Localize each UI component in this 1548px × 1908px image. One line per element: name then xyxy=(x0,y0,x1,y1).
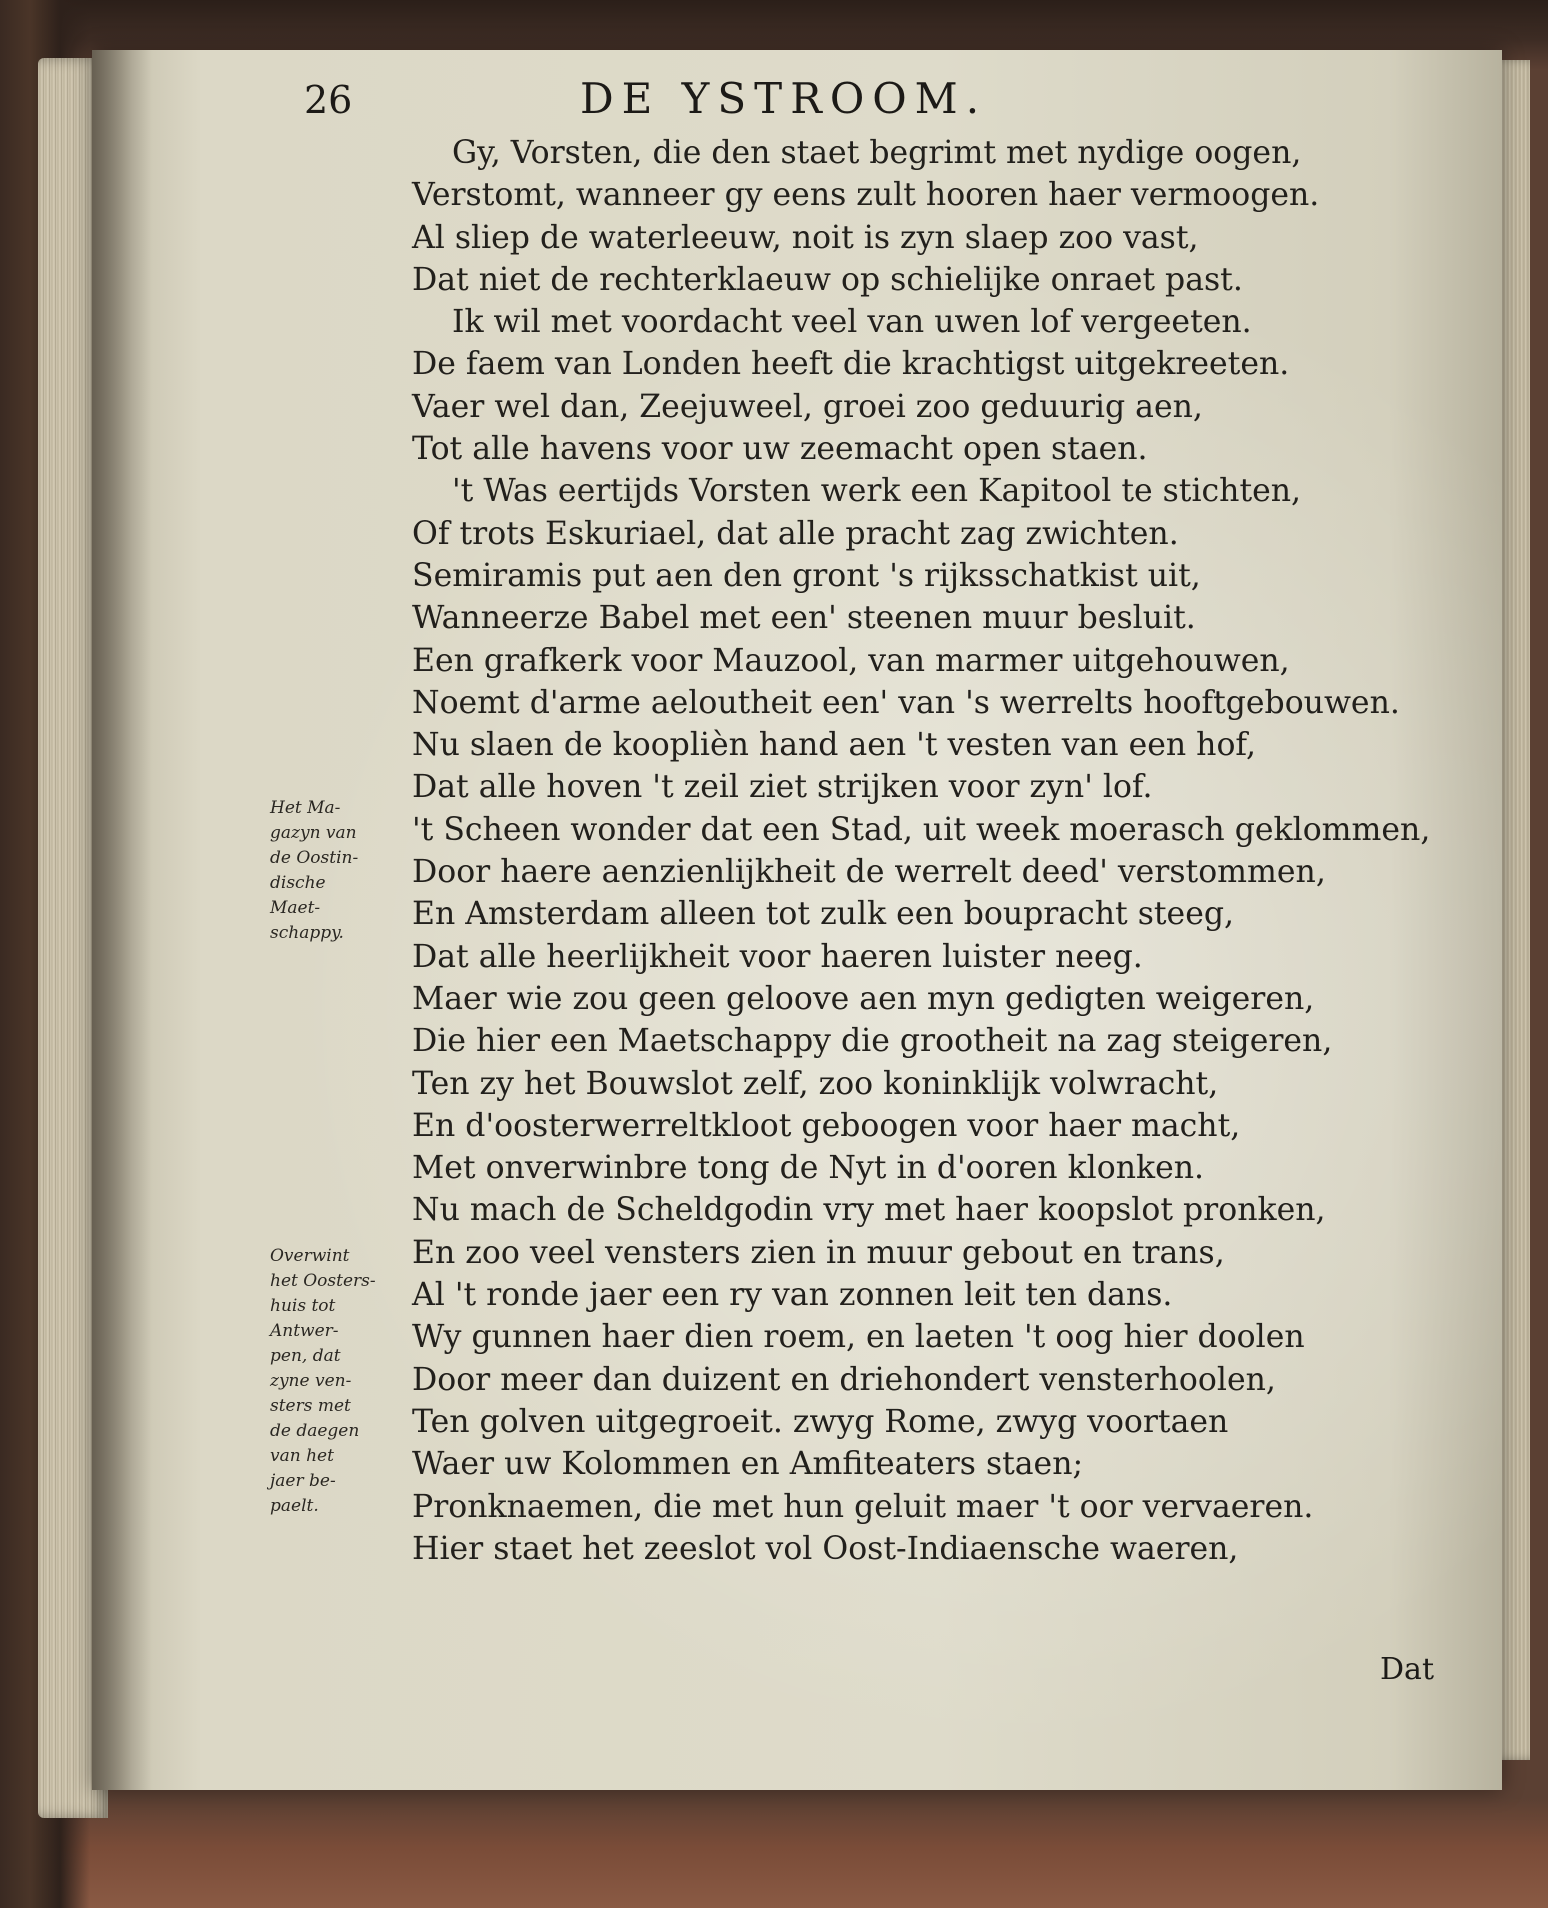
verse-line: Door meer dan duizent en driehondert vensterhoolen, xyxy=(412,1361,1276,1398)
page-number: 26 xyxy=(304,78,353,122)
verse-block xyxy=(412,132,1482,1570)
verse-line: Ten golven uitgegroeit. zwyg Rome, zwyg voortaen xyxy=(412,1403,1229,1440)
verse-line: Met onverwinbre tong de Nyt in d'ooren klonken. xyxy=(412,1150,1205,1187)
marginal-note-line: Overwint xyxy=(270,1246,350,1266)
marginal-note-line: het Oosters- xyxy=(270,1271,376,1291)
verse-line: Dat niet de rechterklaeuw op schielijke onraet past. xyxy=(412,261,1243,298)
verse-line: En Amsterdam alleen tot zulk een boupracht steeg, xyxy=(412,896,1235,933)
marginal-note-line: jaer be- xyxy=(270,1471,336,1491)
marginal-note-line: van het xyxy=(270,1446,334,1466)
marginal-note-line: paelt. xyxy=(270,1496,319,1516)
verse-line: 't Was eertijds Vorsten werk een Kapitool te stichten, xyxy=(452,473,1302,510)
verse-line: Gy, Vorsten, die den staet begrimt met nydige oogen, xyxy=(452,135,1302,171)
verse-line: Dat alle heerlijkheit voor haeren luister neeg. xyxy=(412,938,1143,975)
running-title: DE YSTROOM. xyxy=(580,74,988,123)
marginal-note-oostershuis xyxy=(270,1244,410,1519)
catchword: Dat xyxy=(1380,1652,1434,1687)
marginal-note-line: Antwer- xyxy=(270,1321,339,1341)
verse-line: Maer wie zou geen geloove aen myn gedigten weigeren, xyxy=(412,980,1315,1017)
marginal-note-line: zyne ven- xyxy=(270,1371,352,1391)
marginal-note-line: huis tot xyxy=(270,1296,336,1316)
verse-line: Wy gunnen haer dien roem, en laeten 't oog hier doolen xyxy=(412,1319,1305,1356)
verse-line: Al 't ronde jaer een ry van zonnen leit ten dans. xyxy=(412,1277,1173,1314)
verse-line: Wanneerze Babel met een' steenen muur besluit. xyxy=(412,600,1196,637)
verse-line: Vaer wel dan, Zeejuweel, groei zoo geduurig aen, xyxy=(412,388,1203,425)
verse-line: Semiramis put aen den gront 's rijksschatkist uit, xyxy=(412,557,1201,594)
marginal-note-line: schappy. xyxy=(270,923,344,943)
verse-line: Ten zy het Bouwslot zelf, zoo koninklijk volwracht, xyxy=(412,1065,1219,1102)
verse-line: 't Scheen wonder dat een Stad, uit week moerasch geklommen, xyxy=(412,811,1431,848)
marginal-note-line: sters met xyxy=(270,1396,351,1416)
verse-line: Noemt d'arme aeloutheit een' van 's werrelts hooftgebouwen. xyxy=(412,684,1400,721)
verse-line: Ik wil met voordacht veel van uwen lof vergeeten. xyxy=(452,304,1252,341)
marginal-note-line: gazyn van xyxy=(270,823,357,843)
verse-line: Door haere aenzienlijkheit de werrelt deed' verstommen, xyxy=(412,854,1326,891)
verse-line: De faem van Londen heeft die krachtigst uitgekreeten. xyxy=(412,346,1290,383)
verse-line: Tot alle havens voor uw zeemacht open staen. xyxy=(412,431,1148,468)
marginal-note-line: dische xyxy=(270,873,326,893)
marginal-note-line: de daegen xyxy=(270,1421,360,1441)
verse-line: Of trots Eskuriael, dat alle pracht zag zwichten. xyxy=(412,515,1179,552)
verse-line: En zoo veel vensters zien in muur gebout en trans, xyxy=(412,1234,1225,1271)
verse-line: Dat alle hoven 't zeil ziet strijken voor zyn' lof. xyxy=(412,769,1153,806)
marginal-note-line: Maet- xyxy=(270,898,321,918)
verse-line: Pronknaemen, die met hun geluit maer 't oor vervaeren. xyxy=(412,1488,1314,1525)
marginal-note-line: pen, dat xyxy=(270,1346,341,1366)
verse-line: Nu slaen de kooplièn hand aen 't vesten van een hof, xyxy=(412,727,1256,764)
marginal-note-line: Het Ma- xyxy=(270,798,341,818)
verse-line: Verstomt, wanneer gy eens zult hooren haer vermoogen. xyxy=(412,177,1320,214)
verse-line: Al sliep de waterleeuw, noit is zyn slaep zoo vast, xyxy=(412,219,1199,256)
verse-line: Die hier een Maetschappy die grootheit na zag steigeren, xyxy=(412,1023,1333,1060)
verse-line: En d'oosterwerreltkloot geboogen voor haer macht, xyxy=(412,1107,1241,1144)
marginal-note-line: de Oostin- xyxy=(270,848,359,868)
verse-line: Nu mach de Scheldgodin vry met haer koopslot pronken, xyxy=(412,1192,1326,1229)
page-gutter-shadow xyxy=(92,50,152,1790)
marginal-note-magazyn xyxy=(270,796,410,946)
verse-line: Hier staet het zeeslot vol Oost-Indiaensche waeren, xyxy=(412,1530,1239,1567)
verse-line: Een grafkerk voor Mauzool, van marmer uitgehouwen, xyxy=(412,642,1290,679)
verse-line: Waer uw Kolommen en Amfiteaters staen; xyxy=(412,1446,1084,1483)
